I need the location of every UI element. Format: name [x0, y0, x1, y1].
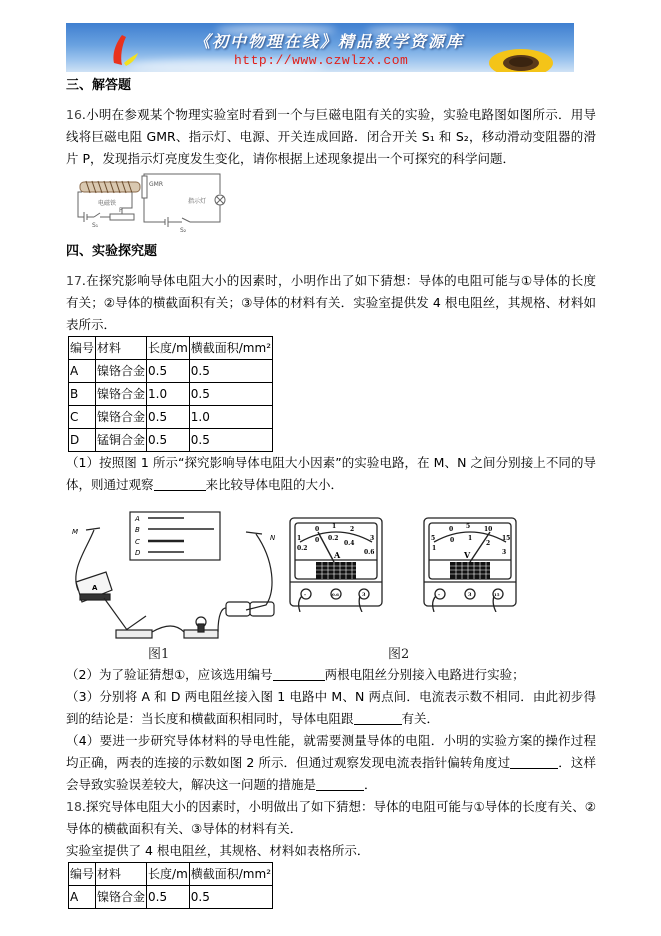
table-cell: 0.5: [189, 429, 272, 452]
table-header: 编号: [69, 337, 96, 360]
resistor-wire-table-18: [68, 862, 273, 909]
ammeter-top-scale: 2: [350, 526, 355, 533]
table-cell: 0.5: [189, 886, 272, 909]
figure-2-caption: 图2: [388, 647, 410, 662]
ammeter-terminal: -: [304, 592, 307, 598]
wire-label: D: [135, 549, 141, 557]
table-cell: 0.5: [147, 886, 190, 909]
voltmeter-terminal: 15: [494, 592, 500, 597]
section-heading-4: 四、实验探究题: [66, 244, 158, 259]
question-number: 16: [66, 107, 82, 122]
table-cell: 1.0: [189, 406, 272, 429]
ammeter-bottom-scale: 0.2: [328, 535, 339, 542]
part1-text-end: 来比较导体电阻的大小．: [205, 477, 344, 492]
voltmeter-terminal: 3: [468, 592, 472, 598]
sunflower-icon: [486, 41, 556, 72]
table-cell: D: [69, 429, 96, 452]
answer-blank[interactable]: [316, 776, 364, 791]
question-17-part4: [66, 730, 596, 796]
figure-2-ammeter: [288, 516, 384, 612]
question-text: 小明在参观某个物理实验室时看到一个与巨磁电阻有关的实验，实验电路图如图所示．用导线将巨磁电阻 GMR、指示灯、电源、开关连成回路．闭合开关 S₁ 和 S₂，移动滑动变阻器的滑片 P，发现指示灯亮度发生变化，请你根据上述现象提出一个可探究的科学问题．: [66, 107, 596, 166]
electromagnet-label: 电磁铁: [98, 200, 117, 207]
question-16: 16.小明在参观某个物理实验室时看到一个与巨磁电阻有关的实验，实验电路图如图所示．用导线将巨磁电阻 GMR、指示灯、电源、开关连成回路．闭合开关 S₁ 和 S₂，移动滑动变阻器的滑片 P，发现指示灯亮度发生变化，请你根据上述现象提出一个可探究的科学问题．: [66, 107, 596, 166]
table-cell: 0.5: [189, 360, 272, 383]
voltmeter-bottom-scale: 2: [486, 540, 491, 547]
table-row: [69, 360, 273, 383]
ammeter-top-scale: 3: [370, 535, 375, 542]
table-header: 横截面积/mm²: [189, 863, 272, 886]
question-text: 探究导体电阻大小的因素时，小明做出了如下猜想：导体的电阻可能与①导体的长度有关、②导体的横截面积有关、③导体的材料有关．: [66, 799, 596, 836]
table-cell: C: [69, 406, 96, 429]
part3-text: （3）分别将 A 和 D 两电阻丝接入图 1 电路中 M、N 两点间．电流表示数不相同．由此初步得到的结论是：当长度和横截面积相同时，导体电阻跟: [66, 689, 596, 726]
table-header: 材料: [96, 337, 147, 360]
voltmeter-bottom-scale: 1: [432, 545, 437, 552]
table-cell: 0.5: [147, 360, 190, 383]
table-header: 材料: [96, 863, 147, 886]
document-body: [66, 74, 596, 909]
lamp-label: 指示灯: [188, 198, 207, 205]
terminal-m-label: M: [72, 528, 79, 536]
ammeter-top-scale: 0: [315, 526, 320, 533]
part2-text-end: 两根电阻丝分别接入电路进行实验；: [324, 667, 525, 682]
answer-blank[interactable]: [510, 754, 558, 769]
table-cell: 镍铬合金: [96, 406, 147, 429]
question-17-part3: [66, 686, 596, 730]
gmr-label: GMR: [149, 181, 163, 188]
voltmeter-top-scale: 0: [449, 526, 454, 533]
answer-blank[interactable]: [354, 710, 402, 725]
switch-s2-label: S₂: [180, 227, 187, 234]
question-number: 18: [66, 799, 82, 814]
slider-p-label: P: [119, 207, 123, 214]
ammeter-bottom-scale: 0.6: [364, 549, 375, 556]
voltmeter-top-scale: 15: [502, 535, 511, 542]
part2-text: （2）为了验证猜想①，应该选用编号: [66, 667, 273, 682]
wire-label: B: [135, 526, 140, 534]
table-header: 横截面积/mm²: [189, 337, 272, 360]
gmr-circuit-figure: [70, 172, 230, 238]
ammeter-top-scale: 1: [297, 535, 302, 542]
table-row: [69, 886, 273, 909]
wire-label: A: [135, 515, 140, 523]
voltmeter-top-scale: 10: [484, 526, 493, 533]
table-cell: 镍铬合金: [96, 886, 147, 909]
voltmeter-bottom-scale: 3: [502, 549, 507, 556]
ammeter-bottom-scale: 0: [315, 537, 320, 544]
figure-2-voltmeter: [422, 516, 518, 612]
question-18-intro2: 实验室提供了 4 根电阻丝，其规格、材料如表格所示．: [66, 843, 370, 858]
ammeter-small-label: A: [92, 584, 98, 592]
part4-text: （4）要进一步研究导体材料的导电性能，就需要测量导体的电阻．小明的实验方案的操作过程均正确，两表的连接的示数如图 2 所示．但通过观察发现电流表指针偏转角度过: [66, 733, 596, 770]
banner-url: http://www.czwlzx.com: [234, 53, 409, 68]
table-header-row: [69, 863, 273, 886]
ammeter-terminal: 3: [362, 592, 366, 598]
ammeter-terminal: 0.6: [332, 592, 339, 597]
switch-s1-label: S₁: [92, 222, 99, 229]
figures-row: [66, 500, 596, 666]
table-header: 长度/m: [147, 337, 190, 360]
table-cell: 0.5: [147, 406, 190, 429]
terminal-n-label: N: [270, 534, 276, 542]
table-row: [69, 383, 273, 406]
part4-text-mid: ．这样会导致实验误差较大，解决这一问题的措施是: [66, 755, 596, 792]
table-cell: 镍铬合金: [96, 383, 147, 406]
figure-1-caption: 图1: [148, 647, 170, 662]
voltmeter-bottom-scale: 0: [450, 537, 455, 544]
ammeter-bottom-scale: 0.2: [297, 545, 308, 552]
part3-text-end: 有关．: [401, 711, 440, 726]
answer-blank[interactable]: [273, 666, 325, 681]
question-number: 17: [66, 273, 82, 288]
part4-text-end: ．: [364, 777, 377, 792]
part1-text: （1）按照图 1 所示“探究影响导体电阻大小因素”的实验电路，在 M、N 之间分别接上不同的导体，则通过观察: [66, 455, 596, 492]
voltmeter-bottom-scale: 1: [468, 535, 473, 542]
table-header-row: [69, 337, 273, 360]
table-cell: 1.0: [147, 383, 190, 406]
voltmeter-top-scale: 5: [431, 535, 436, 542]
section-heading-3: 三、解答题: [66, 78, 132, 93]
ammeter-unit: A: [334, 550, 341, 560]
table-cell: 镍铬合金: [96, 360, 147, 383]
question-17-part1: [66, 452, 596, 496]
resistor-wire-table: [68, 336, 273, 452]
table-cell: 锰铜合金: [96, 429, 147, 452]
question-18-intro: 18.探究导体电阻大小的因素时，小明做出了如下猜想：导体的电阻可能与①导体的长度有关、②导体的横截面积有关、③导体的材料有关．: [66, 799, 596, 836]
voltmeter-top-scale: 5: [466, 523, 471, 530]
question-17-part2: [66, 664, 596, 686]
answer-blank[interactable]: [154, 476, 206, 491]
voltmeter-terminal: -: [438, 592, 441, 598]
banner-title: 《初中物理在线》精品教学资源库: [194, 32, 465, 51]
ammeter-top-scale: 1: [332, 523, 337, 530]
table-row: [69, 406, 273, 429]
header-banner: [66, 23, 574, 72]
table-cell: B: [69, 383, 96, 406]
table-cell: A: [69, 360, 96, 383]
table-cell: 0.5: [147, 429, 190, 452]
table-header: 编号: [69, 863, 96, 886]
question-17-intro: 17.在探究影响导体电阻大小的因素时，小明作出了如下猜想：导体的电阻可能与①导体的长度有关；②导体的横截面积有关；③导体的材料有关．实验室提供发 4 根电阻丝，其规格、材料如表所示．: [66, 273, 596, 332]
table-header: 长度/m: [147, 863, 190, 886]
table-cell: A: [69, 886, 96, 909]
question-text: 在探究影响导体电阻大小的因素时，小明作出了如下猜想：导体的电阻可能与①导体的长度有关；②导体的横截面积有关；③导体的材料有关．实验室提供发 4 根电阻丝，其规格、材料如表所示．: [66, 273, 596, 332]
table-row: [69, 429, 273, 452]
figure-1-circuit: [66, 510, 286, 650]
ammeter-bottom-scale: 0.4: [344, 540, 355, 547]
voltmeter-unit: V: [464, 550, 471, 560]
logo-icon: [106, 33, 146, 69]
table-cell: 0.5: [189, 383, 272, 406]
wire-label: C: [135, 538, 140, 546]
